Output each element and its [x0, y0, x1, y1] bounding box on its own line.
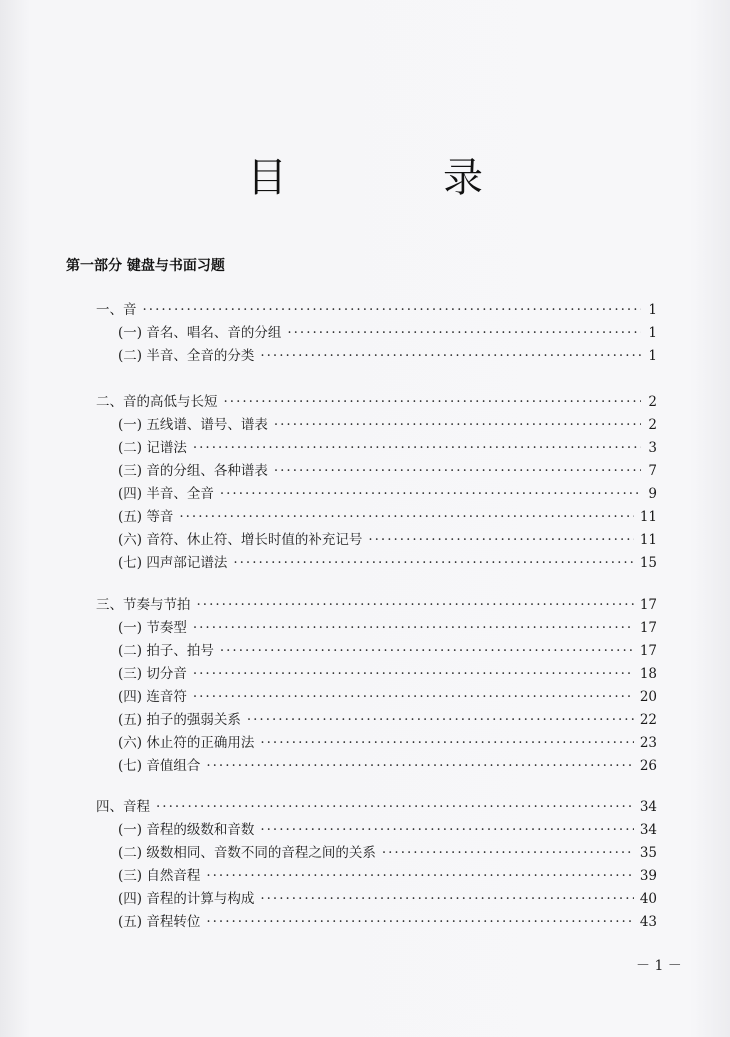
dot-leader: [156, 797, 634, 817]
dot-leader: [287, 323, 641, 343]
toc-entry-page: 43: [639, 914, 657, 930]
dot-leader: [193, 687, 634, 707]
toc-entry-page: 2: [648, 394, 657, 410]
toc-entry-label: (一) 音名、唱名、音的分组: [118, 325, 282, 341]
toc-entry-page: 3: [648, 440, 657, 456]
dot-leader: [274, 461, 641, 481]
toc-entry-label: (一) 五线谱、谱号、谱表: [118, 417, 268, 433]
dot-leader: [260, 346, 641, 366]
dot-leader: [197, 595, 634, 615]
toc-entry-label: 三、节奏与节拍: [96, 597, 191, 613]
dot-leader: [260, 733, 633, 753]
toc-entry-label: (三) 音的分组、各种谱表: [118, 463, 268, 479]
toc-entry-label: (一) 节奏型: [118, 620, 187, 636]
toc-entry-label: (二) 级数相同、音数不同的音程之间的关系: [118, 845, 376, 861]
toc-entry-label: (五) 音程转位: [118, 914, 201, 930]
dot-leader: [220, 641, 634, 661]
toc-entry-page: 15: [639, 555, 657, 571]
dot-leader: [382, 843, 634, 863]
toc-entry-page: 9: [648, 486, 657, 502]
toc-entry-page: 11: [639, 532, 657, 548]
toc-subsection[interactable]: [118, 553, 657, 573]
toc-entry-page: 40: [639, 891, 657, 907]
toc-entry-page: 1: [648, 348, 657, 364]
page-title: 目 录: [247, 155, 541, 201]
toc-subsection[interactable]: [118, 530, 657, 550]
toc-subsection[interactable]: [118, 843, 657, 863]
toc-entry-page: 11: [639, 509, 657, 525]
dot-leader: [206, 756, 633, 776]
dot-leader: [206, 912, 633, 932]
toc-entry-page: 22: [639, 712, 657, 728]
toc-section[interactable]: [96, 595, 657, 615]
toc-entry-label: (五) 拍子的强弱关系: [118, 712, 241, 728]
toc-entry-page: 2: [648, 417, 657, 433]
toc-entry-label: (六) 音符、休止符、增长时值的补充记号: [118, 532, 363, 548]
toc-entry-page: 26: [639, 758, 657, 774]
toc-entry-page: 20: [639, 689, 657, 705]
toc-entry-label: (四) 连音符: [118, 689, 187, 705]
toc-subsection[interactable]: [118, 461, 657, 481]
toc-entry-label: (七) 四声部记谱法: [118, 555, 228, 571]
toc-entry-label: (四) 半音、全音: [118, 486, 214, 502]
dot-leader: [274, 415, 641, 435]
page-number: － 1 －: [636, 958, 682, 974]
toc-entry-page: 17: [639, 597, 657, 613]
dot-leader: [260, 820, 633, 840]
toc-section[interactable]: [96, 300, 657, 320]
toc-subsection[interactable]: [118, 438, 657, 458]
toc-subsection[interactable]: [118, 866, 657, 886]
toc-entry-label: (三) 切分音: [118, 666, 187, 682]
toc-entry-page: 17: [639, 620, 657, 636]
part-heading: 第一部分 键盘与书面习题: [66, 258, 225, 274]
dot-leader: [220, 484, 641, 504]
toc-subsection[interactable]: [118, 912, 657, 932]
toc-entry-page: 34: [639, 822, 657, 838]
toc-entry-page: 39: [639, 868, 657, 884]
toc-entry-page: 23: [639, 735, 657, 751]
dot-leader: [206, 866, 633, 886]
toc-entry-page: 1: [648, 325, 657, 341]
toc-subsection[interactable]: [118, 641, 657, 661]
dot-leader: [368, 530, 633, 550]
toc-entry-label: (六) 休止符的正确用法: [118, 735, 255, 751]
toc-entry-label: (二) 半音、全音的分类: [118, 348, 255, 364]
dot-leader: [193, 664, 634, 684]
toc-entry-label: 一、音: [96, 302, 137, 318]
toc-entry-label: (二) 拍子、拍号: [118, 643, 214, 659]
toc-entry-page: 34: [639, 799, 657, 815]
toc-subsection[interactable]: [118, 687, 657, 707]
toc-subsection[interactable]: [118, 664, 657, 684]
toc-entry-page: 35: [639, 845, 657, 861]
toc-section[interactable]: [96, 797, 657, 817]
toc-subsection[interactable]: [118, 507, 657, 527]
toc-entry-label: (五) 等音: [118, 509, 174, 525]
toc-entry-page: 7: [648, 463, 657, 479]
dot-leader: [247, 710, 634, 730]
toc-subsection[interactable]: [118, 484, 657, 504]
toc-entry-page: 18: [639, 666, 657, 682]
toc-subsection[interactable]: [118, 618, 657, 638]
dot-leader: [193, 618, 634, 638]
dot-leader: [179, 507, 633, 527]
toc-entry-label: 四、音程: [96, 799, 150, 815]
toc-entry-label: (一) 音程的级数和音数: [118, 822, 255, 838]
toc-subsection[interactable]: [118, 323, 657, 343]
toc-subsection[interactable]: [118, 710, 657, 730]
toc-entry-label: (二) 记谱法: [118, 440, 187, 456]
toc-entry-page: 17: [639, 643, 657, 659]
dot-leader: [143, 300, 642, 320]
dot-leader: [224, 392, 642, 412]
toc-entry-label: (三) 自然音程: [118, 868, 201, 884]
toc-subsection[interactable]: [118, 820, 657, 840]
toc-subsection[interactable]: [118, 756, 657, 776]
dot-leader: [193, 438, 641, 458]
toc-entry-label: (七) 音值组合: [118, 758, 201, 774]
toc-entry-label: 二、音的高低与长短: [96, 394, 218, 410]
toc-entry-label: (四) 音程的计算与构成: [118, 891, 255, 907]
toc-section[interactable]: [96, 392, 657, 412]
toc-subsection[interactable]: [118, 346, 657, 366]
toc-subsection[interactable]: [118, 733, 657, 753]
dot-leader: [260, 889, 633, 909]
dot-leader: [233, 553, 633, 573]
toc-entry-page: 1: [648, 302, 657, 318]
toc-subsection[interactable]: [118, 889, 657, 909]
toc-subsection[interactable]: [118, 415, 657, 435]
